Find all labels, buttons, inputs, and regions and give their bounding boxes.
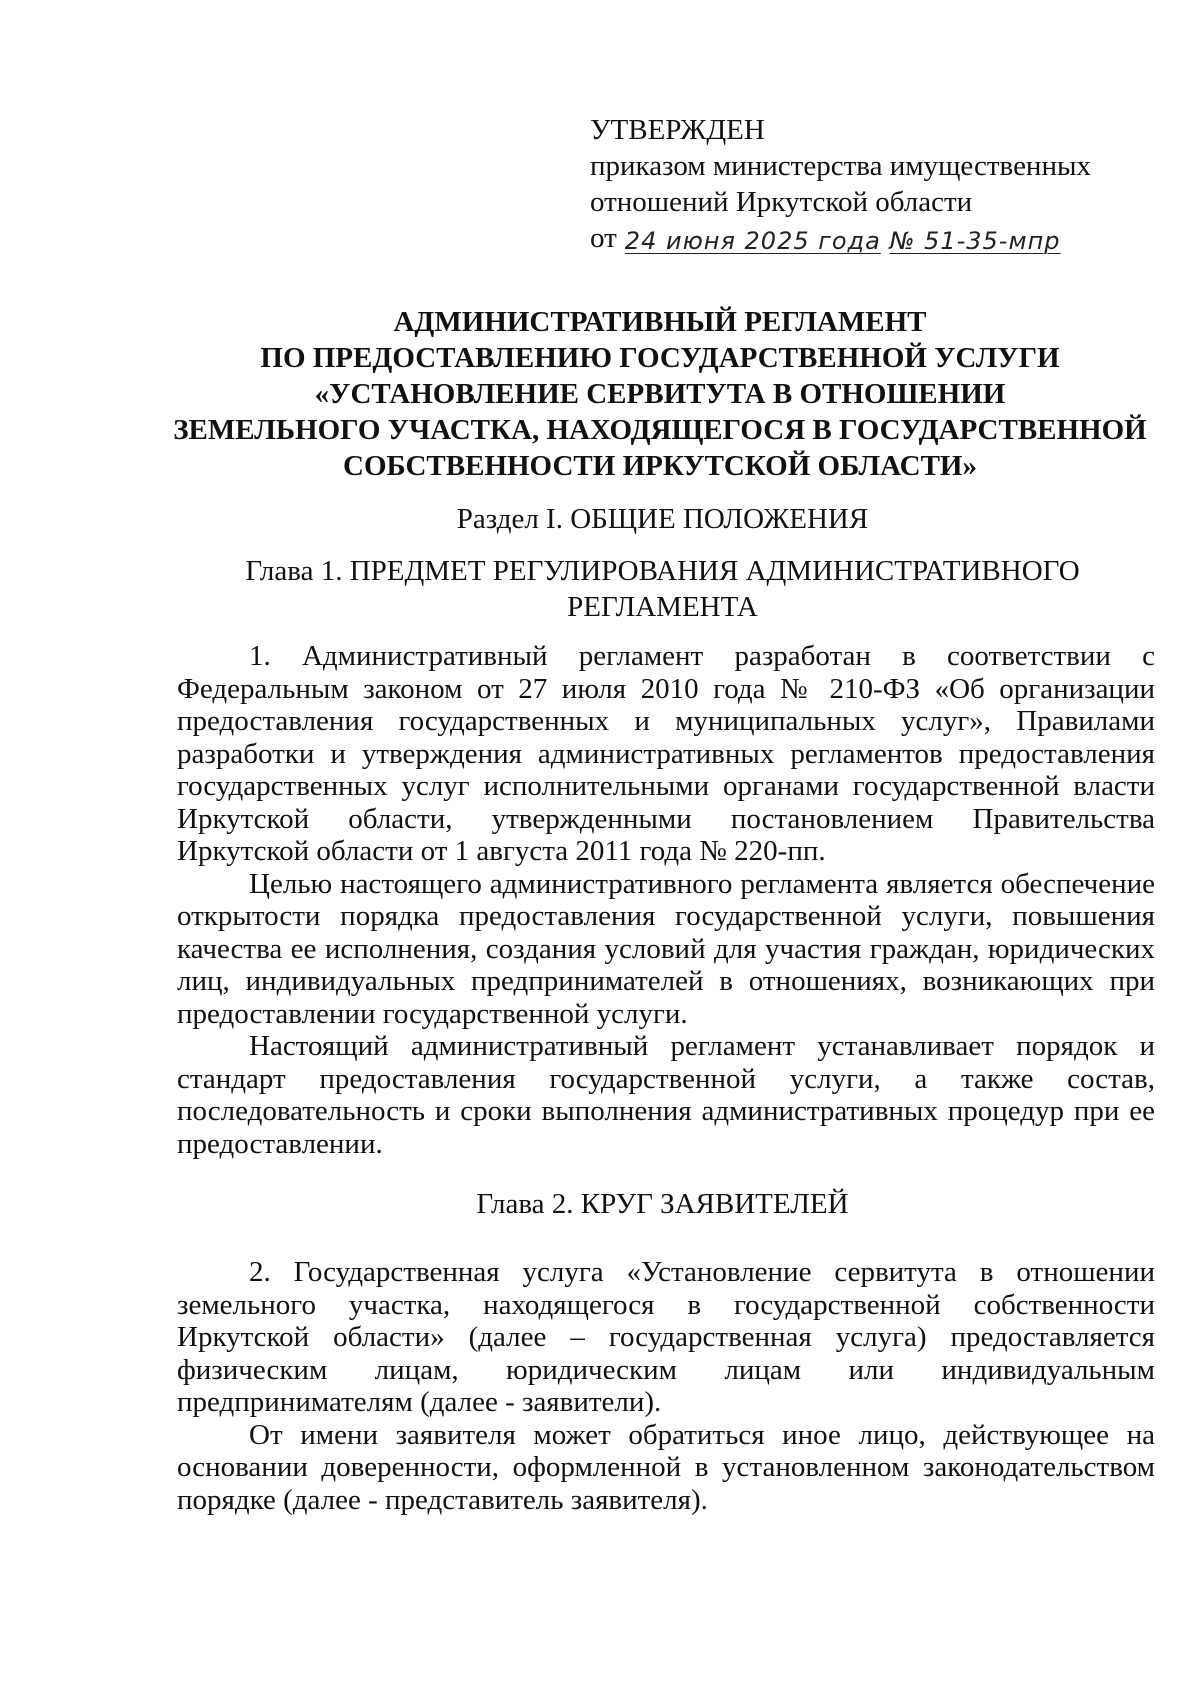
title-line-1: АДМИНИСТРАТИВНЫЙ РЕГЛАМЕНТ (393, 306, 927, 338)
chapter-1-heading-line-1: Глава 1. ПРЕДМЕТ РЕГУЛИРОВАНИЯ АДМИНИСТРАТИВНОГО (245, 555, 1080, 587)
chapter-1-heading (175, 553, 1150, 625)
chapter-1-body (177, 640, 1155, 1160)
approval-block (590, 112, 1150, 257)
chapter-2-heading: Глава 2. КРУГ ЗАЯВИТЕЛЕЙ (476, 1188, 849, 1220)
title-line-3: «УСТАНОВЛЕНИЕ СЕРВИТУТА В ОТНОШЕНИИ (314, 378, 1006, 410)
paragraph-2: Целью настоящего административного регламента является обеспечение открытости порядка предоставления государственной услуги, повышения качества ее исполнения, создания условий для участия граждан, юридических лиц, индивидуальных предпринимателей в отношениях, возникающих при предоставлении государственной услуги. (177, 867, 1155, 1030)
approval-order-line-2: отношений Иркутской области (590, 186, 973, 218)
paragraph-1: 1. Административный регламент разработан в соответствии с Федеральным законом от 27 июля 2010 года № 210-ФЗ «Об организации предоставления государственных и муниципальных услуг», Правилами разработки и утверждения административных регламентов предоставления государственных услуг исполнительными органами государственной власти Иркутской области, утвержденными постановлением Правительства Иркутской области от 1 августа 2011 года № 220-пп. (177, 640, 1155, 867)
approval-stamp-title: УТВЕРЖДЕН (590, 114, 765, 146)
approval-order-line-1: приказом министерства имущественных (590, 150, 1091, 182)
chapter-2-body (177, 1256, 1155, 1516)
approval-date-line (590, 220, 1150, 257)
document-title (140, 304, 1180, 484)
paragraph-4: 2. Государственная услуга «Установление сервитута в отношении земельного участка, находящегося в государственной собственности Иркутской области» (далее – государственная услуга) предоставляется физическим лицам, юридическим лицам или индивидуальным предпринимателям (далее - заявители). (177, 1256, 1155, 1418)
chapter-1-heading-line-2: РЕГЛАМЕНТА (567, 591, 758, 623)
handwritten-date-text: 24 июня 2025 года (624, 227, 881, 255)
section-1-heading: Раздел I. ОБЩИЕ ПОЛОЖЕНИЯ (456, 503, 869, 535)
approval-date-prefix: от (590, 222, 617, 254)
paragraph-3: Настоящий административный регламент устанавливает порядок и стандарт предоставления государственной услуги, а также состав, последовательность и сроки выполнения административных процедур при ее предоставлении. (177, 1030, 1155, 1160)
paragraph-5: От имени заявителя может обратиться иное лицо, действующее на основании доверенности, оформленной в установленном законодательством порядке (далее - представитель заявителя). (177, 1418, 1155, 1516)
title-line-2: ПО ПРЕДОСТАВЛЕНИЮ ГОСУДАРСТВЕННОЙ УСЛУГИ (260, 342, 1060, 374)
title-line-4: ЗЕМЕЛЬНОГО УЧАСТКА, НАХОДЯЩЕГОСЯ В ГОСУДАРСТВЕННОЙ (173, 414, 1147, 446)
title-line-5: СОБСТВЕННОСТИ ИРКУТСКОЙ ОБЛАСТИ» (343, 450, 977, 482)
handwritten-date (625, 223, 1061, 259)
handwritten-order-number: № 51-35-мпр (889, 227, 1061, 255)
